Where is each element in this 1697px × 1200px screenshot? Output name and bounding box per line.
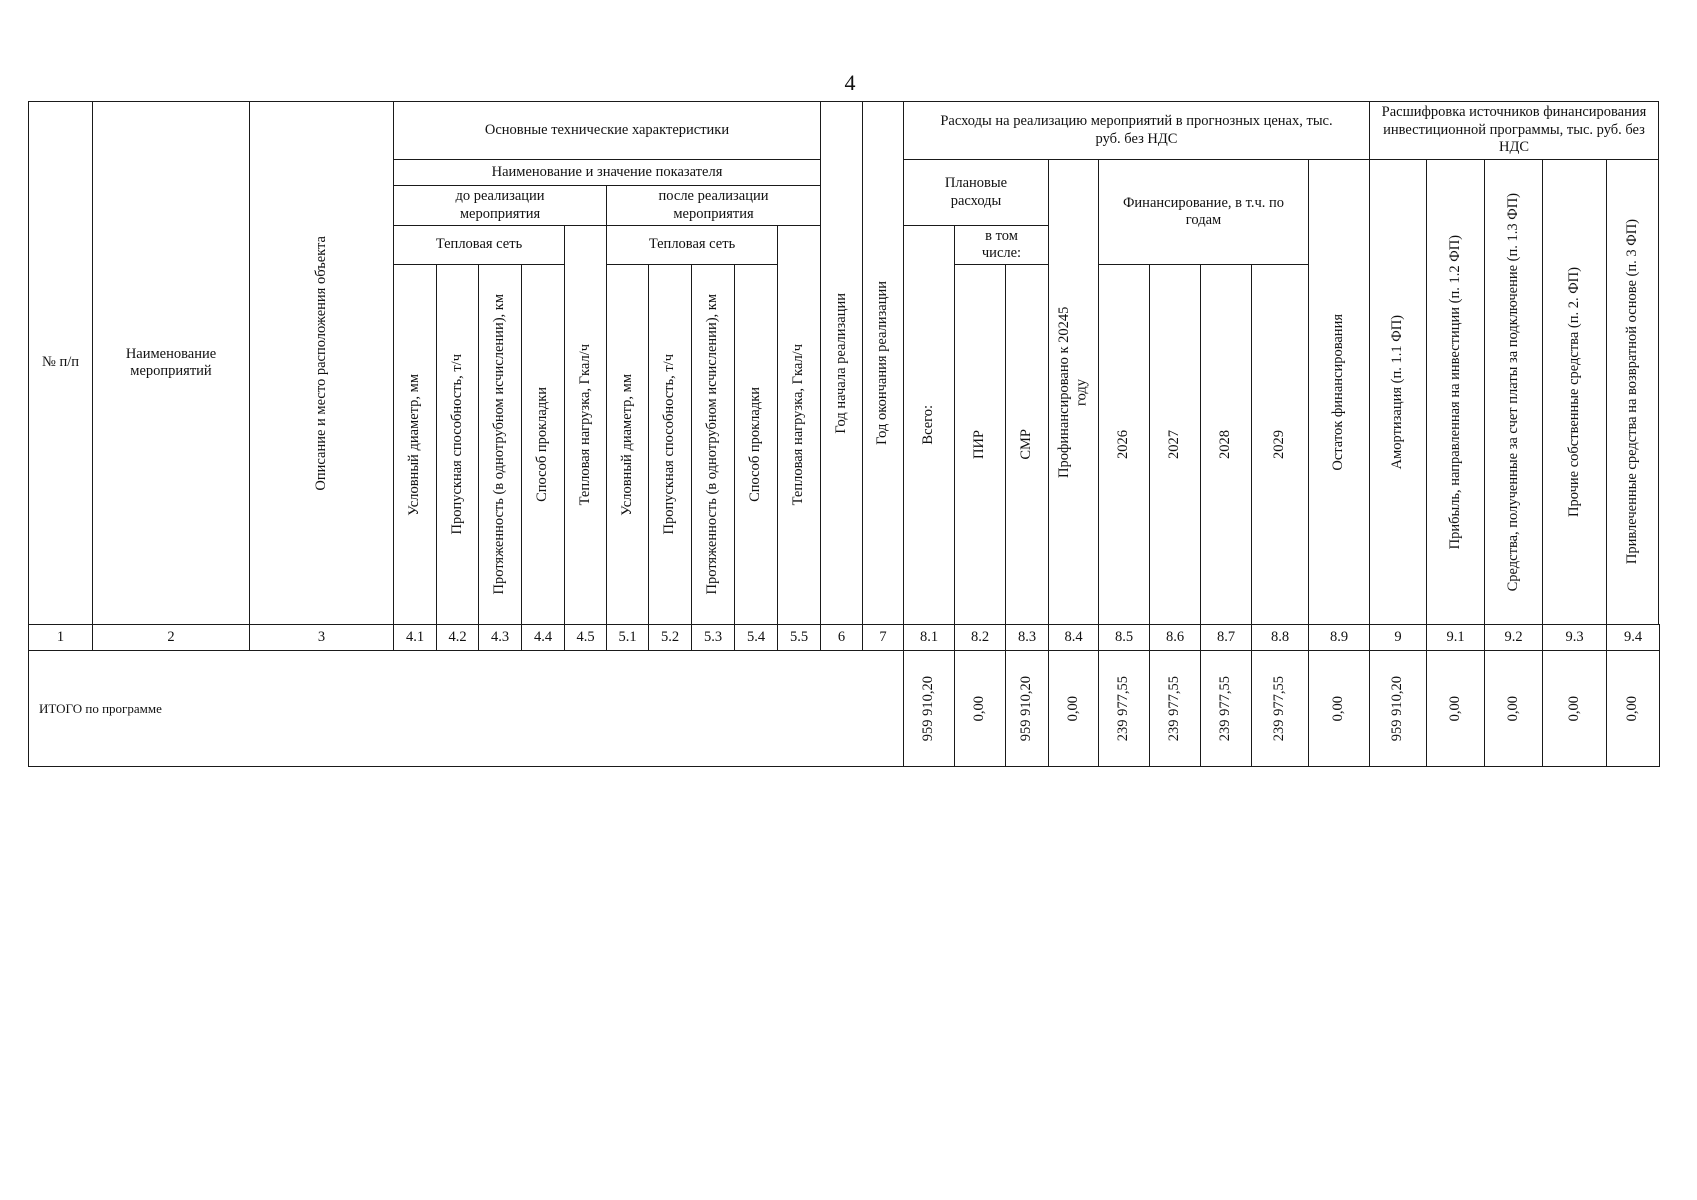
column-number-cell: 3 bbox=[249, 624, 394, 651]
column-number-cell: 8.8 bbox=[1251, 624, 1309, 651]
total-value-cell: 0,00 bbox=[954, 650, 1006, 767]
total-value-cell: 239 977,55 bbox=[1251, 650, 1309, 767]
column-number-cell: 5.3 bbox=[691, 624, 735, 651]
total-value-cell: 239 977,55 bbox=[1200, 650, 1252, 767]
column-number-cell: 6 bbox=[820, 624, 863, 651]
header-pir: ПИР bbox=[954, 264, 1006, 625]
header-num: № п/п bbox=[28, 101, 93, 625]
total-value-cell: 959 910,20 bbox=[1005, 650, 1049, 767]
total-value-cell: 959 910,20 bbox=[1369, 650, 1427, 767]
total-value-cell: 0,00 bbox=[1484, 650, 1543, 767]
header-expenses: Расходы на реализацию мероприятий в прогнозных ценах, тыс. руб. без НДС bbox=[903, 101, 1370, 160]
total-value-cell: 239 977,55 bbox=[1149, 650, 1201, 767]
column-number-cell: 4.1 bbox=[393, 624, 437, 651]
column-number-cell: 2 bbox=[92, 624, 250, 651]
header-smr: СМР bbox=[1005, 264, 1049, 625]
column-number-cell: 4.2 bbox=[436, 624, 479, 651]
header-heat-load-before: Тепловая нагрузка, Гкал/ч bbox=[564, 225, 607, 625]
column-number-cell: 8.9 bbox=[1308, 624, 1370, 651]
total-value-cell: 0,00 bbox=[1308, 650, 1370, 767]
column-number-cell: 8.4 bbox=[1048, 624, 1099, 651]
column-number-cell: 9.1 bbox=[1426, 624, 1485, 651]
column-number-cell: 4.5 bbox=[564, 624, 607, 651]
total-value-cell: 0,00 bbox=[1542, 650, 1607, 767]
header-connection: Средства, полученные за счет платы за подключение (п. 1.3 ФП) bbox=[1484, 159, 1543, 625]
column-number-cell: 4.3 bbox=[478, 624, 522, 651]
column-number-cell: 5.4 bbox=[734, 624, 778, 651]
header-laying-before: Способ прокладки bbox=[521, 264, 565, 625]
header-description: Описание и место расположения объекта bbox=[249, 101, 394, 625]
header-start-year: Год начала реализации bbox=[820, 101, 863, 625]
header-borrowed: Привлеченные средства на возвратной основе (п. 3 ФП) bbox=[1606, 159, 1659, 625]
header-laying-after: Способ прокладки bbox=[734, 264, 778, 625]
column-number-cell: 1 bbox=[28, 624, 93, 651]
total-value-cell: 0,00 bbox=[1426, 650, 1485, 767]
header-heat-network-before: Тепловая сеть bbox=[393, 225, 565, 265]
column-number-cell: 9.3 bbox=[1542, 624, 1607, 651]
header-sources: Расшифровка источников финансирования инвестиционной программы, тыс. руб. без НДС bbox=[1369, 101, 1659, 160]
column-number-cell: 8.5 bbox=[1098, 624, 1150, 651]
total-value-cell: 0,00 bbox=[1606, 650, 1660, 767]
column-number-cell: 8.1 bbox=[903, 624, 955, 651]
header-year-2028: 2028 bbox=[1200, 264, 1252, 625]
header-amortization: Амортизация (п. 1.1 ФП) bbox=[1369, 159, 1427, 625]
column-number-cell: 9.2 bbox=[1484, 624, 1543, 651]
header-after: после реализации мероприятия bbox=[606, 185, 821, 226]
header-diameter-after: Условный диаметр, мм bbox=[606, 264, 649, 625]
header-heat-network-after: Тепловая сеть bbox=[606, 225, 778, 265]
column-number-cell: 5.5 bbox=[777, 624, 821, 651]
column-number-cell: 5.2 bbox=[648, 624, 692, 651]
header-year-2027: 2027 bbox=[1149, 264, 1201, 625]
header-year-2026: 2026 bbox=[1098, 264, 1150, 625]
header-end-year: Год окончания реализации bbox=[862, 101, 904, 625]
header-name: Наименование мероприятий bbox=[92, 101, 250, 625]
header-financed: Профинансировано к 20245 году bbox=[1048, 159, 1099, 625]
column-number-cell: 8.7 bbox=[1200, 624, 1252, 651]
header-diameter-before: Условный диаметр, мм bbox=[393, 264, 437, 625]
header-other-own: Прочие собственные средства (п. 2. ФП) bbox=[1542, 159, 1607, 625]
column-number-cell: 9 bbox=[1369, 624, 1427, 651]
total-value-cell: 959 910,20 bbox=[903, 650, 955, 767]
column-number-cell: 5.1 bbox=[606, 624, 649, 651]
total-row-label: ИТОГО по программе bbox=[28, 650, 904, 767]
column-number-cell: 8.3 bbox=[1005, 624, 1049, 651]
header-length-before: Протяженность (в однотрубном исчислении), км bbox=[478, 264, 522, 625]
total-value-cell: 239 977,55 bbox=[1098, 650, 1150, 767]
header-capacity-after: Пропускная способность, т/ч bbox=[648, 264, 692, 625]
header-heat-load-after: Тепловая нагрузка, Гкал/ч bbox=[777, 225, 821, 625]
page-number: 4 bbox=[844, 70, 856, 95]
column-number-cell: 8.6 bbox=[1149, 624, 1201, 651]
column-number-cell: 9.4 bbox=[1606, 624, 1660, 651]
column-number-cell: 7 bbox=[862, 624, 904, 651]
header-year-2029: 2029 bbox=[1251, 264, 1309, 625]
header-including: в том числе: bbox=[954, 225, 1049, 265]
total-value-cell: 0,00 bbox=[1048, 650, 1099, 767]
header-tech-main: Основные технические характеристики bbox=[393, 101, 821, 160]
header-planned: Плановые расходы bbox=[903, 159, 1049, 226]
header-total: Всего: bbox=[903, 225, 955, 625]
column-number-cell: 4.4 bbox=[521, 624, 565, 651]
header-remaining: Остаток финансирования bbox=[1308, 159, 1370, 625]
header-before: до реализации мероприятия bbox=[393, 185, 607, 226]
header-capacity-before: Пропускная способность, т/ч bbox=[436, 264, 479, 625]
header-indicator: Наименование и значение показателя bbox=[393, 159, 821, 186]
header-profit: Прибыль, направленная на инвестиции (п. 1.2 ФП) bbox=[1426, 159, 1485, 625]
header-length-after: Протяженность (в однотрубном исчислении), км bbox=[691, 264, 735, 625]
header-financing-by-years: Финансирование, в т.ч. по годам bbox=[1098, 159, 1309, 265]
column-number-cell: 8.2 bbox=[954, 624, 1006, 651]
